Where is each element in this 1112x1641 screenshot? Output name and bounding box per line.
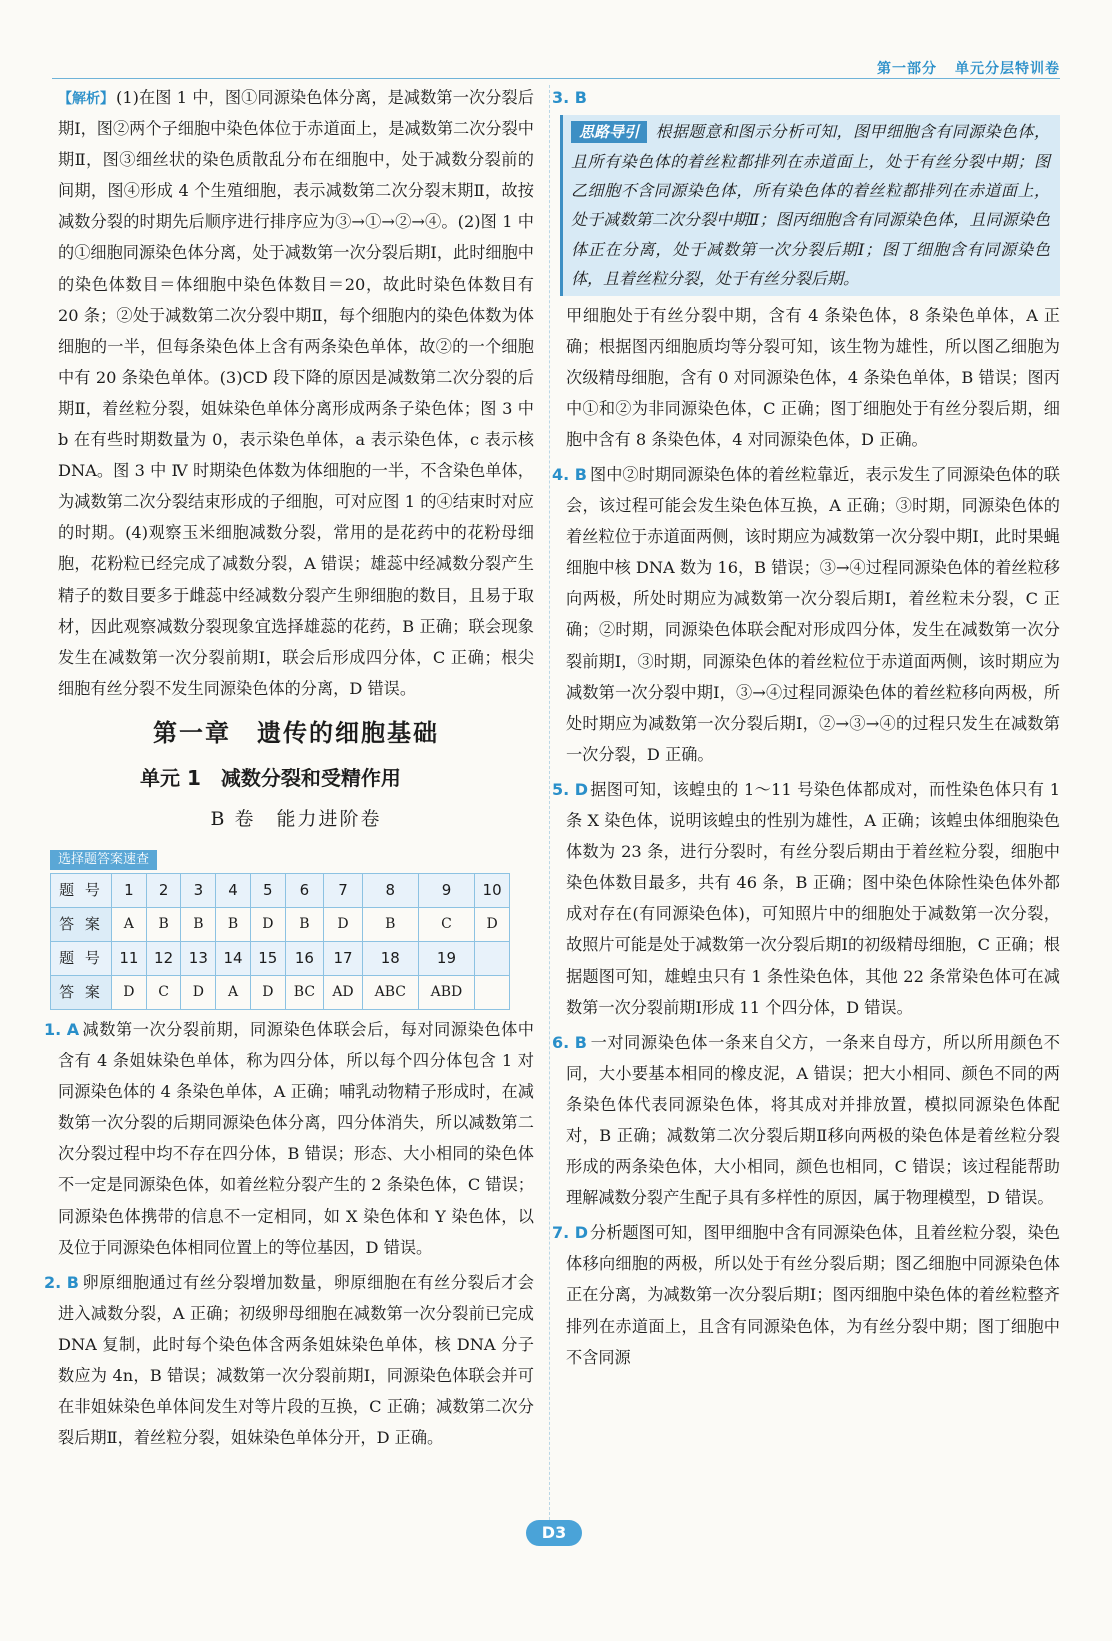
table-cell: 6 bbox=[285, 873, 324, 907]
answer-text: 据图可知，该蝗虫的 1～11 号染色体都成对，而性染色体只有 1 条 X 染色体，说明该蝗虫的性别为雄性，A 正确；该蝗虫体细胞染色体数为 23 条，进行分裂时，有丝分裂后期由于着丝粒分裂，细胞中染色体数目最多，共有 46 条，B 正确；图中染色体除性染色体外都成对存在(有同源染色体)，可知照片中的细胞处于减数第一次分裂，故照片可能是处于减数第一次分裂后期Ⅰ的初级精母细胞，C 正确；根据题图可知，雄蝗虫只有 1 条性染色体，其他 22 条常染色体可在减数第一次分裂前期Ⅰ形成 11 个四分体，D 错误。 bbox=[566, 779, 1060, 1017]
right-column bbox=[552, 82, 1060, 1373]
table-cell: 5 bbox=[250, 873, 285, 907]
num-label: 题 号 bbox=[51, 941, 112, 975]
table-cell: D bbox=[324, 907, 363, 941]
table-cell: A bbox=[112, 907, 147, 941]
table-cell: 15 bbox=[250, 941, 285, 975]
table-cell: C bbox=[418, 907, 474, 941]
table-cell: B bbox=[362, 907, 418, 941]
answer-1 bbox=[44, 1014, 534, 1263]
column-divider bbox=[549, 85, 550, 1525]
page-header bbox=[52, 56, 1060, 79]
thinking-guide-text: 根据题意和图示分析可知，图甲细胞含有同源染色体，且所有染色体的着丝粒都排列在赤道面上，处于有丝分裂中期；图乙细胞不含同源染色体，所有染色体的着丝粒都排列在赤道面上，处于减数第二次分裂中期Ⅱ；图丙细胞含有同源染色体，且同源染色体正在分离，处于减数第一次分裂后期Ⅰ；图丁细胞含有同源染色体，且着丝粒分裂，处于有丝分裂后期。 bbox=[571, 122, 1050, 289]
num-label: 题 号 bbox=[51, 873, 112, 907]
table-row bbox=[51, 873, 510, 907]
table-cell: 4 bbox=[216, 873, 251, 907]
answer-5 bbox=[552, 774, 1060, 1023]
table-cell: 17 bbox=[324, 941, 363, 975]
analysis-tag: 【解析】 bbox=[58, 91, 114, 107]
answer-3-detail: 甲细胞处于有丝分裂中期，含有 4 条染色体，8 条染色单体，A 正确；根据图丙细胞质均等分裂可知，该生物为雄性，所以图乙细胞为次级精母细胞，含有 0 对同源染色体，4 条染色单体，B 错误；图丙中①和②为非同源染色体，C 正确；图丁细胞处于有丝分裂后期，细胞中含有 8 条染色体，4 对同源染色体，D 正确。 bbox=[566, 305, 1060, 449]
volume-title: B 卷 能力进阶卷 bbox=[210, 807, 382, 830]
table-cell: 16 bbox=[285, 941, 324, 975]
analysis-text: (1)在图 1 中，图①同源染色体分离，是减数第一次分裂后期Ⅰ，图②两个子细胞中染色体位于赤道面上，是减数第二次分裂中期Ⅱ，图③细丝状的染色质散乱分布在细胞中，处于减数分裂前的间期，图④形成 4 个生殖细胞，表示减数第二次分裂末期Ⅱ，故按减数分裂的时期先后顺序进行排序应为③→①→②→④。(2)图 1 中的①细胞同源染色体分离，处于减数第一次分裂后期Ⅰ，此时细胞中的染色体数目＝体细胞中染色体数目＝20，故此时染色体数目有 20 条；②处于减数第二次分裂中期Ⅱ，每个细胞内的染色体数为体细胞的一半，但每条染色体上含有两条染色单体，故②的一个细胞中有 20 条染色单体。(3)CD 段下降的原因是减数第二次分裂的后期Ⅱ，着丝粒分裂，姐妹染色单体分离形成两条子染色体；图 3 中 b 在有些时期数量为 0，表示染色单体，a 表示染色体，c 表示核 DNA。图 3 中 Ⅳ 时期染色体数为体细胞的一半，不含染色单体，为减数第二次分裂结束形成的子细胞，可对应图 1 的④结束时对应的时期。(4)观察玉米细胞减数分裂，常用的是花药中的花粉母细胞，花粉粒已经完成了减数分裂，A 错误；雄蕊中经减数分裂产生精子的数目要多于雌蕊中经减数分裂产生卵细胞的数目，且易于取材，因此观察减数分裂现象宜选择雄蕊的花药，B 正确；联会现象发生在减数第一次分裂前期Ⅰ，联会后形成四分体，C 正确；根尖细胞有丝分裂不发生同源染色体的分离，D 错误。 bbox=[58, 88, 534, 698]
table-cell: ABD bbox=[418, 975, 474, 1009]
table-cell: D bbox=[250, 907, 285, 941]
answer-text: 图中②时期同源染色体的着丝粒靠近，表示发生了同源染色体的联会，该过程可能会发生染色体互换，A 正确；③时期，同源染色体的着丝粒位于赤道面两侧，该时期应为减数第一次分裂中期Ⅰ，此时果蝇细胞中核 DNA 数为 16，B 错误；③→④过程同源染色体的着丝粒移向两极，所处时期应为减数第一次分裂后期Ⅰ，着丝粒未分裂，C 正确；②时期，同源染色体联会配对形成四分体，发生在减数第一次分裂前期Ⅰ，③时期，同源染色体的着丝粒位于赤道面两侧，该时期应为减数第一次分裂中期Ⅰ，③→④过程同源染色体的着丝粒移向两极，所处时期应为减数第一次分裂后期Ⅰ，②→③→④的过程只发生在减数第一次分裂，D 正确。 bbox=[566, 465, 1060, 764]
table-cell: 12 bbox=[146, 941, 181, 975]
header-text bbox=[859, 58, 1060, 78]
table-cell bbox=[475, 975, 510, 1009]
header-series: 单元分层特训卷 bbox=[955, 61, 1060, 77]
table-cell: 9 bbox=[418, 873, 474, 907]
table-cell: 14 bbox=[216, 941, 251, 975]
table-cell bbox=[475, 941, 510, 975]
table-cell: B bbox=[285, 907, 324, 941]
table-cell: D bbox=[475, 907, 510, 941]
table-cell: B bbox=[181, 907, 216, 941]
answer-3 bbox=[552, 82, 1060, 113]
table-cell: A bbox=[216, 975, 251, 1009]
answer-text: 分析题图可知，图甲细胞中含有同源染色体，且着丝粒分裂，染色体移向细胞的两极，所以处于有丝分裂后期；图乙细胞中同源染色体正在分离，为减数第一次分裂后期Ⅰ；图丙细胞中染色体的着丝粒整齐排列在赤道面上，且含有同源染色体，为有丝分裂中期；图丁细胞中不含同源 bbox=[566, 1223, 1060, 1367]
table-cell: 11 bbox=[112, 941, 147, 975]
answer-2 bbox=[44, 1267, 534, 1454]
unit-title: 单元 1 减数分裂和受精作用 bbox=[140, 765, 401, 790]
table-cell: 19 bbox=[418, 941, 474, 975]
answer-number: 6. B bbox=[552, 1032, 587, 1052]
table-cell: 18 bbox=[362, 941, 418, 975]
answer-6 bbox=[552, 1027, 1060, 1214]
table-cell: 2 bbox=[146, 873, 181, 907]
table-cell: B bbox=[146, 907, 181, 941]
answer-number: 5. D bbox=[552, 779, 589, 799]
answer-7 bbox=[552, 1217, 1060, 1372]
table-cell: C bbox=[146, 975, 181, 1009]
answer-text: 一对同源染色体一条来自父方，一条来自母方，所以所用颜色不同，大小要基本相同的橡皮泥，A 错误；把大小相同、颜色不同的两条染色体代表同源染色体，将其成对并排放置，模拟同源染色体配对，B 正确；减数第二次分裂后期Ⅱ移向两极的染色体是着丝粒分裂形成的两条染色体，大小相同，颜色也相同，C 错误；该过程能帮助理解减数分裂产生配子具有多样性的原因，属于物理模型，D 错误。 bbox=[566, 1032, 1060, 1208]
thinking-guide-label: 思路导引 bbox=[571, 121, 647, 143]
table-row bbox=[51, 907, 510, 941]
answer-number: 2. B bbox=[44, 1272, 79, 1292]
analysis-paragraph bbox=[58, 82, 534, 704]
table-cell: 3 bbox=[181, 873, 216, 907]
chapter-title: 第一章 遗传的细胞基础 bbox=[153, 718, 439, 747]
table-cell: AD bbox=[324, 975, 363, 1009]
table-cell: ABC bbox=[362, 975, 418, 1009]
answer-4 bbox=[552, 459, 1060, 770]
answer-table-block bbox=[58, 842, 534, 1010]
table-cell: 8 bbox=[362, 873, 418, 907]
table-cell: 1 bbox=[112, 873, 147, 907]
answer-number: 7. D bbox=[552, 1223, 589, 1243]
thinking-guide-box bbox=[560, 115, 1060, 295]
ans-label: 答 案 bbox=[51, 975, 112, 1009]
answer-number: 1. A bbox=[44, 1019, 80, 1039]
page-number: D3 bbox=[526, 1520, 582, 1546]
table-cell: B bbox=[216, 907, 251, 941]
table-row bbox=[51, 975, 510, 1009]
answer-table bbox=[50, 873, 510, 1010]
table-cell: D bbox=[250, 975, 285, 1009]
table-cell: 10 bbox=[475, 873, 510, 907]
header-part: 第一部分 bbox=[877, 61, 937, 77]
table-row bbox=[51, 941, 510, 975]
left-column bbox=[44, 82, 534, 1453]
ans-label: 答 案 bbox=[51, 907, 112, 941]
table-cell: D bbox=[112, 975, 147, 1009]
answer-table-title: 选择题答案速查 bbox=[50, 850, 157, 870]
table-cell: 13 bbox=[181, 941, 216, 975]
answer-text: 减数第一次分裂前期，同源染色体联会后，每对同源染色体中含有 4 条姐妹染色单体，称为四分体，所以每个四分体包含 1 对同源染色体的 4 条染色单体，A 正确；哺乳动物精子形成时，在减数第一次分裂的后期同源染色体分离，四分体消失，所以减数第二次分裂过程中均不存在四分体，B 错误；形态、大小相同的染色体不一定是同源染色体，如着丝粒分裂产生的 2 条染色体，C 错误；同源染色体携带的信息不一定相同，如 X 染色体和 Y 染色体，以及位于同源染色体相同位置上的等位基因，D 错误。 bbox=[58, 1019, 534, 1257]
table-cell: D bbox=[181, 975, 216, 1009]
answer-text: 卵原细胞通过有丝分裂增加数量，卵原细胞在有丝分裂后才会进入减数分裂，A 正确；初级卵母细胞在减数第一次分裂前已完成 DNA 复制，此时每个染色体含两条姐妹染色单体，核 DNA 分子数应为 4n，B 错误；减数第一次分裂前期Ⅰ，同源染色体联会并可在非姐妹染色单体间发生对等片段的互换，C 正确；减数第二次分裂后期Ⅱ，着丝粒分裂，姐妹染色单体分开，D 正确。 bbox=[58, 1272, 534, 1448]
table-cell: BC bbox=[285, 975, 324, 1009]
answer-number: 4. B bbox=[552, 465, 587, 484]
table-cell: 7 bbox=[324, 873, 363, 907]
answer-number: 3. B bbox=[552, 88, 587, 107]
